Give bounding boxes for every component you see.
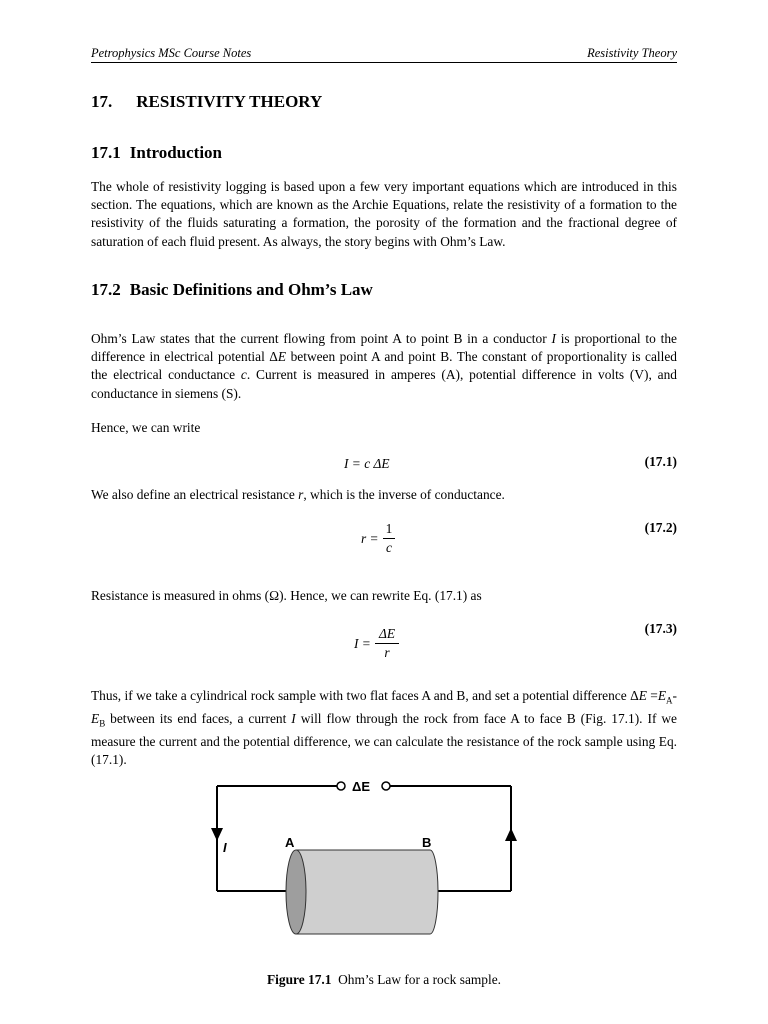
hence-paragraph: Hence, we can write <box>91 420 201 435</box>
caption-text: Ohm’s Law for a rock sample. <box>331 972 502 987</box>
ohms-unit-paragraph: Resistance is measured in ohms (Ω). Hence, we can rewrite Eq. (17.1) as <box>91 588 482 603</box>
section-number: 17.1 <box>91 143 121 162</box>
section-heading-ohms-law <box>91 280 373 300</box>
equation-17-3-lhs: I = <box>354 636 371 651</box>
introduction-paragraph: The whole of resistivity logging is based upon a few very important equations which are introduced in this section. The equations, which are known as the Archie Equations, relate the resistivity of a formation to the resistivity of the fluids saturating a formation, the porosity of the formation and the fractional degree of saturation of each fluid present. As always, the story begins with Ohm’s Law. <box>91 179 677 249</box>
rock-sample-paragraph: Thus, if we take a cylindrical rock sample with two flat faces A and B, and set a potential difference $\Delta E =E_A-E_B$ between its end faces, a current I will flow through the rock from face A to face B (Fig. 17.1). If we measure the current and the potential difference, we can calculate the resistance of the rock sample using Eq. (17.1). <box>91 688 677 767</box>
resistance-definition-paragraph: We also define an electrical resistance r, which is the inverse of conductance. <box>91 487 505 502</box>
equation-17-3-fraction <box>375 625 399 662</box>
fraction-denominator: c <box>386 540 392 555</box>
face-a-label: A <box>285 835 295 850</box>
fraction-numerator: 1 <box>385 521 393 536</box>
ohms-law-paragraph: Ohm’s Law states that the current flowing from point A to point B in a conductor I is proportional to the difference in electrical potential ΔE between point A and point B. The constant of proportionality is called the electrical conductance c. Current is measured in amperes (A), potential difference in volts (V), and conductance in siemens (S). <box>91 331 678 401</box>
figure-caption <box>0 972 768 988</box>
running-header-right: Resistivity Theory <box>587 46 677 60</box>
header-rule <box>91 62 677 63</box>
equation-17-1: I = c ΔE <box>344 456 390 471</box>
section-title: Basic Definitions and Ohm’s Law <box>129 280 373 299</box>
current-arrow-up-icon <box>505 828 517 841</box>
current-arrow-down-icon <box>211 828 223 841</box>
section-heading-introduction <box>91 143 222 163</box>
fraction-denominator: r <box>384 645 390 660</box>
terminal-right-icon <box>382 782 390 790</box>
figure-17-1-circuit <box>0 770 768 970</box>
equation-number-17-3: (17.3) <box>644 621 677 636</box>
equation-17-2-lhs: r = <box>361 531 379 546</box>
equation-number-17-2: (17.2) <box>644 520 677 535</box>
caption-label: Figure 17.1 <box>266 972 332 987</box>
section-title: Introduction <box>129 143 223 162</box>
running-header-left: Petrophysics MSc Course Notes <box>91 46 252 60</box>
face-b-label: B <box>422 835 432 850</box>
chapter-number: 17. <box>91 92 113 111</box>
section-number: 17.2 <box>91 280 121 299</box>
chapter-title: RESISTIVITY THEORY <box>136 92 323 111</box>
chapter-heading <box>91 92 322 112</box>
fraction-numerator: ΔE <box>378 626 396 641</box>
current-label: I <box>223 840 227 855</box>
delta-e-label: ΔE <box>352 779 371 794</box>
terminal-left-icon <box>337 782 345 790</box>
equation-17-2-fraction <box>383 520 395 557</box>
cylinder-face-a <box>286 850 306 934</box>
rock-cylinder-body <box>296 850 430 934</box>
cylinder-face-b <box>430 850 438 934</box>
equation-number-17-1: (17.1) <box>644 454 677 469</box>
